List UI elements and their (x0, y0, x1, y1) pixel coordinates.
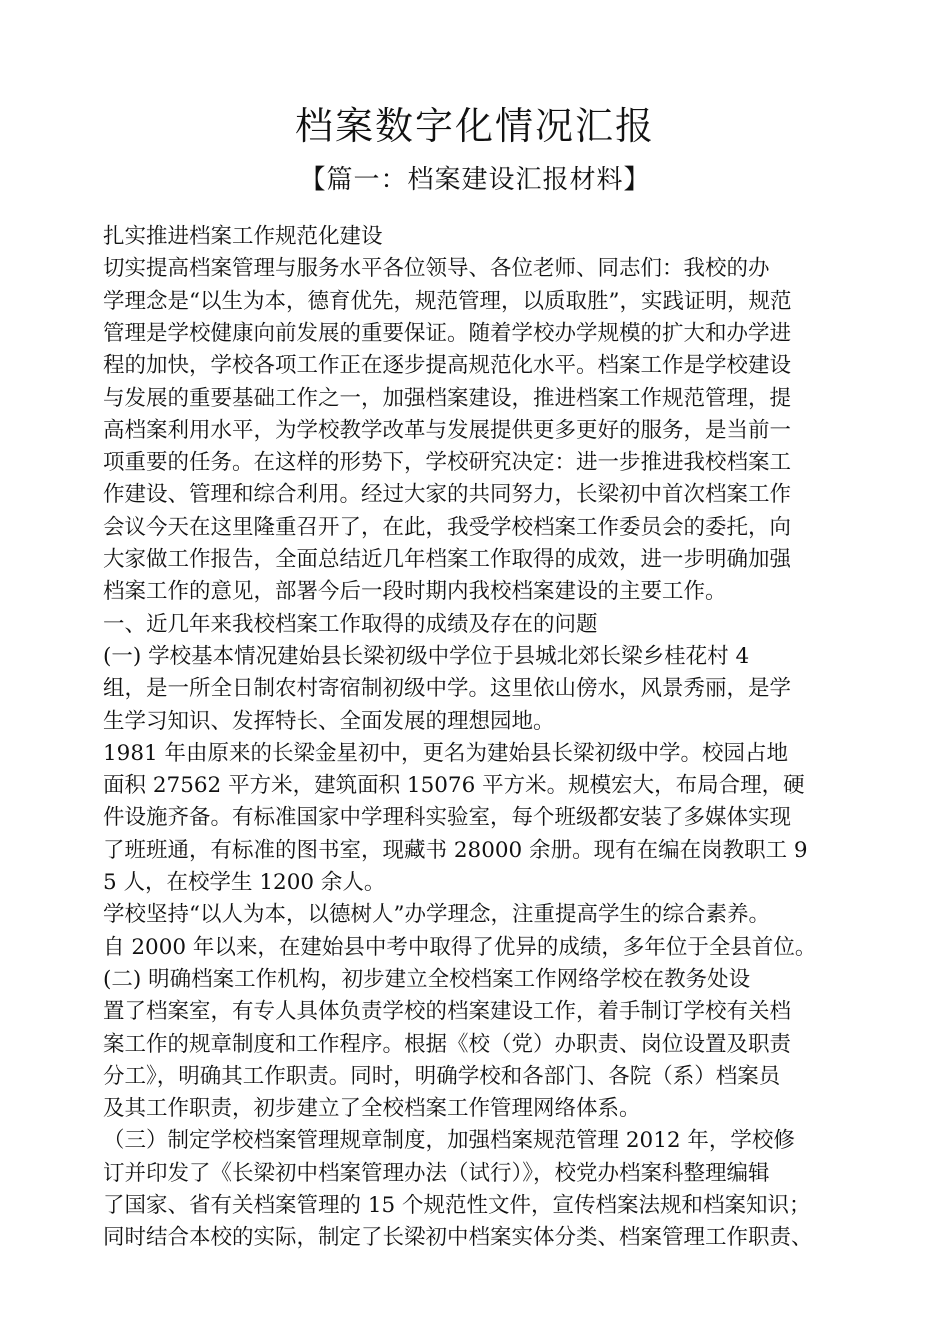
body-text-line: 案工作的规章制度和工作程序。根据《校（党）办职责、岗位设置及职责 (103, 1031, 792, 1057)
body-text-line: 学校坚持“以人为本，以德树人”办学理念，注重提高学生的综合素养。 (103, 902, 770, 928)
body-text-line: 档案工作的意见，部署今后一段时期内我校档案建设的主要工作。 (103, 579, 727, 605)
body-text-line: 学理念是“以生为本，德育优先，规范管理，以质取胜”，实践证明，规范 (103, 288, 792, 314)
body-text-line: 扎实推进档案工作规范化建设 (103, 224, 383, 249)
body-text-line: 自 2000 年以来，在建始县中考中取得了优异的成绩，多年位于全县首位。 (103, 934, 817, 960)
body-text-line: 分工》，明确其工作职责。同时，明确学校和各部门、各院（系）档案员 (103, 1063, 781, 1089)
body-text-line: 件设施齐备。有标准国家中学理科实验室，每个班级都安装了多媒体实现 (103, 805, 792, 831)
body-text-line: 面积 27562 平方米，建筑面积 15076 平方米。规模宏大，布局合理，硬 (103, 773, 805, 799)
document-title: 档案数字化情况汇报 (294, 104, 655, 148)
body-text-line: 管理是学校健康向前发展的重要保证。随着学校办学规模的扩大和办学进 (103, 320, 792, 346)
body-text-line: 切实提高档案管理与服务水平各位领导、各位老师、同志们：我校的办 (103, 256, 770, 282)
body-text-line: 高档案利用水平，为学校教学改革与发展提供更多更好的服务，是当前一 (103, 417, 792, 443)
body-text-line: 一、近几年来我校档案工作取得的成绩及存在的问题 (103, 611, 598, 637)
body-text-line: 项重要的任务。在这样的形势下，学校研究决定：进一步推进我校档案工 (103, 450, 792, 476)
body-text-line: 作建设、管理和综合利用。经过大家的共同努力，长梁初中首次档案工作 (103, 482, 792, 508)
body-text-line: (二) 明确档案工作机构，初步建立全校档案工作网络学校在教务处设 (103, 966, 751, 992)
body-text-line: 同时结合本校的实际，制定了长梁初中档案实体分类、档案管理工作职责、 (103, 1225, 813, 1251)
body-text-line: 1981 年由原来的长梁金星初中，更名为建始县长梁初级中学。校园占地 (103, 740, 789, 766)
body-text-line: 了国家、省有关档案管理的 15 个规范性文件，宣传档案法规和档案知识； (103, 1193, 811, 1218)
body-text-line: (一) 学校基本情况建始县长梁初级中学位于县城北郊长梁乡桂花村 4 (103, 643, 750, 669)
body-text-line: 会议今天在这里隆重召开了，在此，我受学校档案工作委员会的委托，向 (103, 514, 792, 540)
document-subtitle: 【篇一：档案建设汇报材料】 (299, 165, 651, 195)
body-text-line: 订并印发了《长梁初中档案管理办法（试行）》，校党办档案科整理编辑 (103, 1160, 770, 1186)
body-text-line: 及其工作职责，初步建立了全校档案工作管理网络体系。 (103, 1096, 641, 1122)
body-text-line: 与发展的重要基础工作之一，加强档案建设，推进档案工作规范管理，提 (103, 385, 792, 411)
body-text-line: （三）制定学校档案管理规章制度，加强档案规范管理 2012 年，学校修 (103, 1128, 795, 1154)
body-text-line: 大家做工作报告，全面总结近几年档案工作取得的成效，进一步明确加强 (103, 547, 792, 572)
body-text-line: 生学习知识、发挥特长、全面发展的理想园地。 (103, 708, 555, 734)
body-text-line: 了班班通，有标准的图书室，现藏书 28000 余册。现有在编在岗教职工 9 (103, 837, 808, 863)
body-text-line: 5 人，在校学生 1200 余人。 (103, 870, 386, 895)
body-text-line: 组，是一所全日制农村寄宿制初级中学。这里依山傍水，风景秀丽，是学 (103, 676, 792, 702)
body-text-line: 置了档案室，有专人具体负责学校的档案建设工作，着手制订学校有关档 (103, 999, 792, 1025)
body-text-line: 程的加快，学校各项工作正在逐步提高规范化水平。档案工作是学校建设 (103, 353, 792, 379)
